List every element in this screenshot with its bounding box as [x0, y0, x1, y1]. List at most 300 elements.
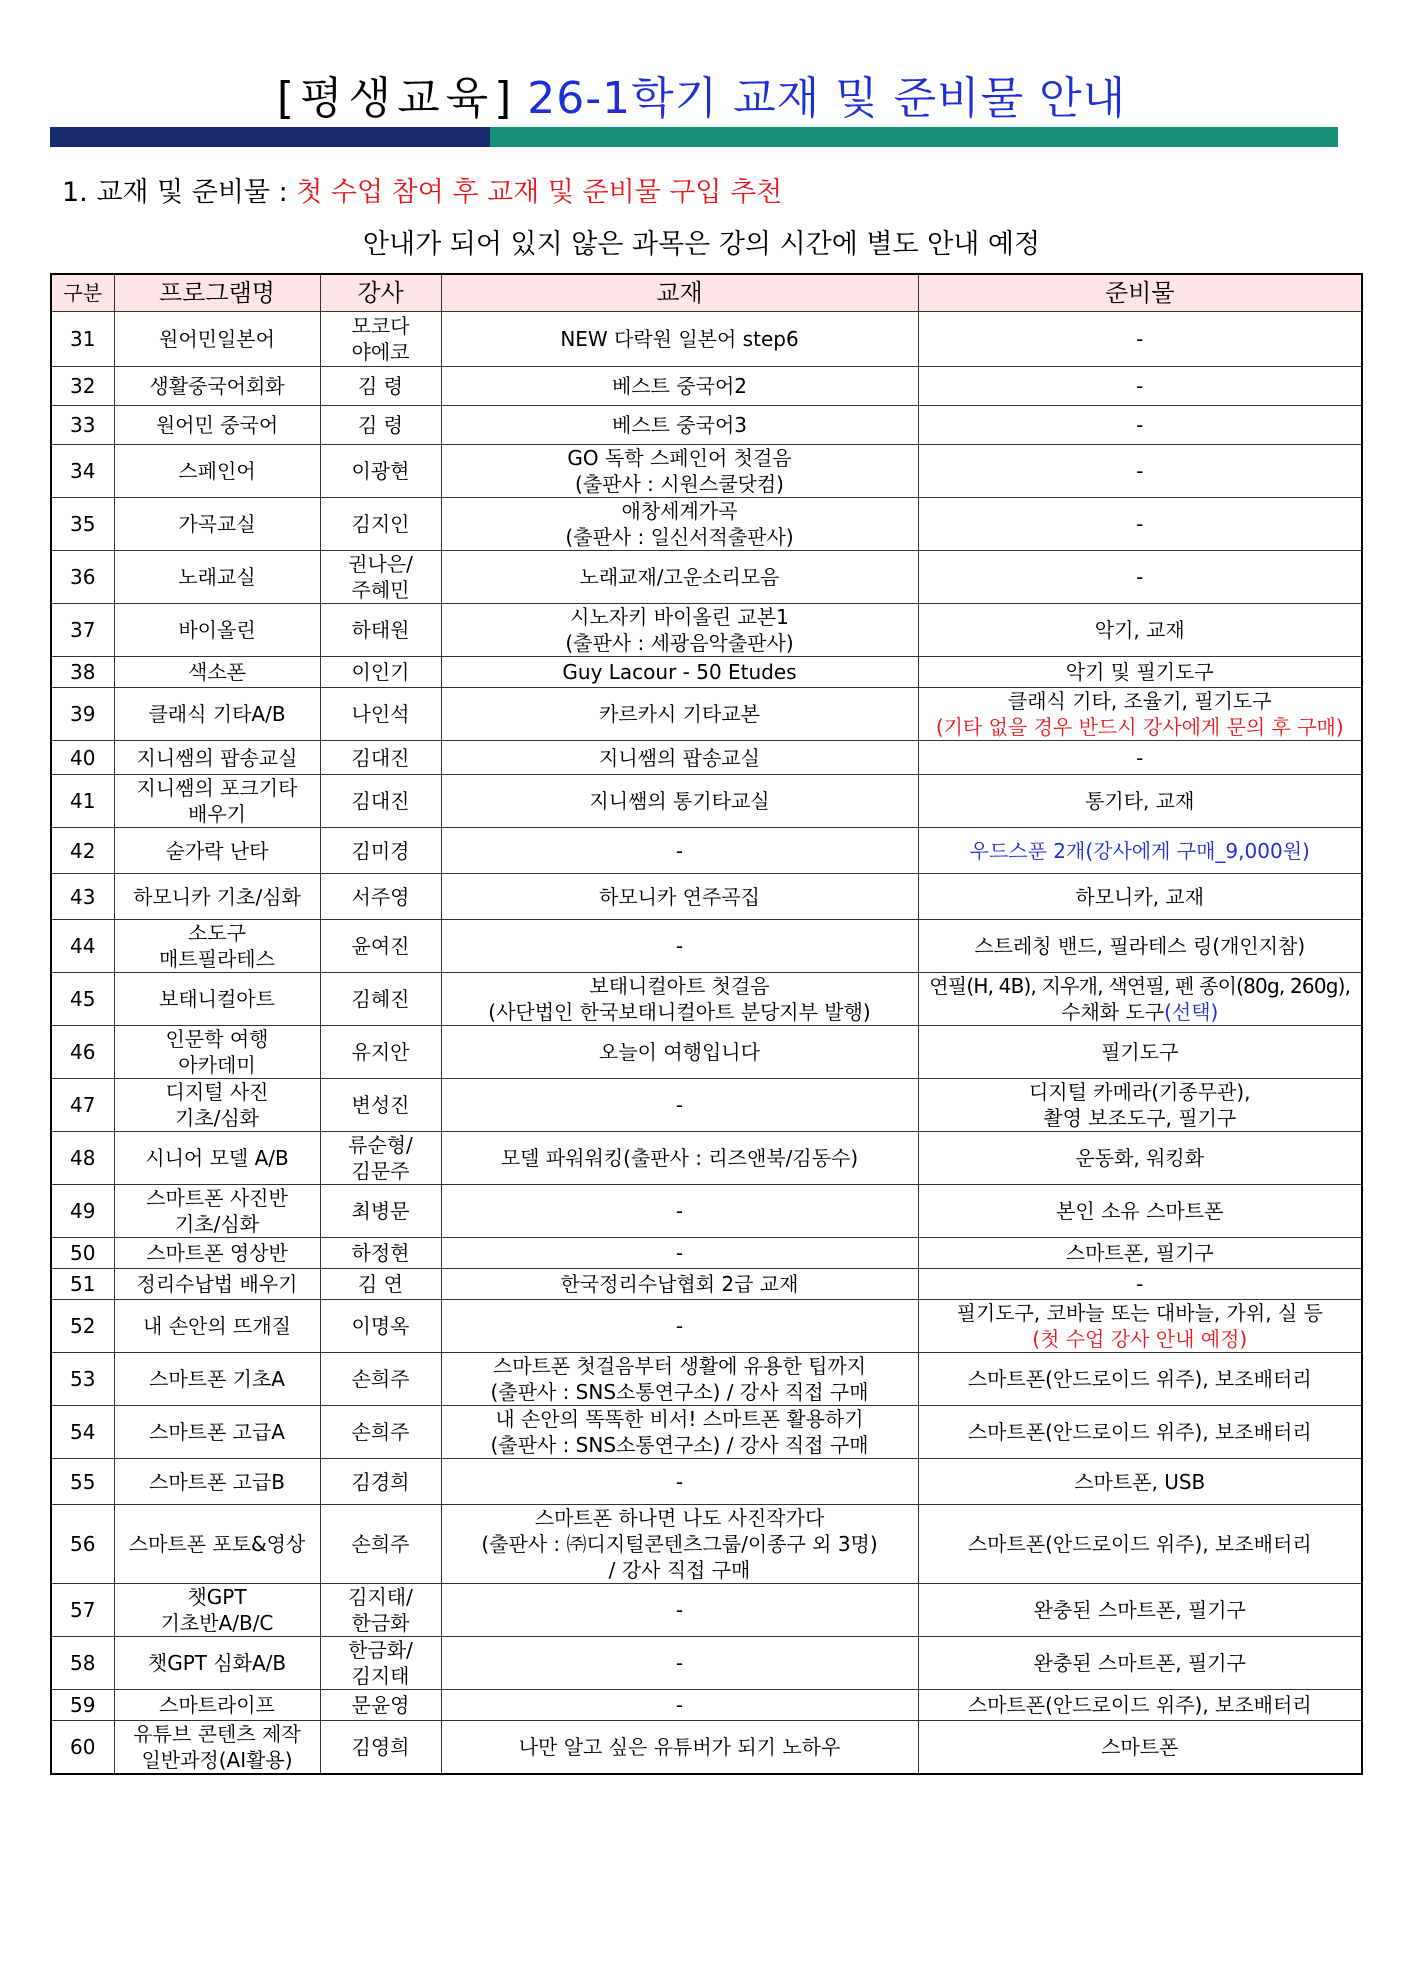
- cell-supplies: [918, 498, 1362, 551]
- book-line: Guy Lacour - 50 Etudes: [562, 660, 797, 684]
- teacher-line: 김 령: [358, 374, 403, 398]
- program-line: 지니쌤의 팝송교실: [136, 745, 298, 770]
- cell-supplies: [918, 604, 1362, 657]
- cell-teacher: [320, 1584, 441, 1637]
- cell-book: [441, 1690, 918, 1721]
- program-line: 지니쌤의 포크기타: [136, 776, 298, 800]
- cell-book: [441, 874, 918, 920]
- supplies-line: 스마트폰(안드로이드 위주), 보조배터리: [967, 1420, 1312, 1444]
- cell-teacher: [320, 1026, 441, 1079]
- cell-program: [114, 1300, 320, 1353]
- supplies-line: 필기도구, 코바늘 또는 대바늘, 가위, 실 등: [956, 1301, 1323, 1325]
- book-line: 시노자키 바이올린 교본1: [570, 605, 789, 629]
- teacher-line: 하정현: [351, 1241, 410, 1265]
- cell-book: [441, 1238, 918, 1269]
- cell-supplies: [918, 828, 1362, 874]
- cell-book: [441, 551, 918, 604]
- teacher-line: 야에코: [351, 340, 410, 364]
- cell-teacher: [320, 1721, 441, 1775]
- cell-book: [441, 973, 918, 1026]
- cell-book: [441, 1026, 918, 1079]
- cell-program: [114, 828, 320, 874]
- program-line: 챗GPT 심화A/B: [147, 1651, 287, 1675]
- teacher-line: 이명옥: [351, 1314, 410, 1338]
- book-line: GO 독학 스페인어 첫걸음: [567, 446, 792, 470]
- cell-no: 45: [51, 973, 114, 1026]
- program-line: 클래식 기타A/B: [148, 702, 286, 726]
- program-line: 스마트폰 포토&영상: [128, 1532, 306, 1556]
- cell-program: [114, 973, 320, 1026]
- cell-no: 42: [51, 828, 114, 874]
- program-line: 생활중국어회화: [149, 374, 285, 398]
- cell-program: [114, 1238, 320, 1269]
- teacher-line: 김대진: [351, 789, 410, 813]
- program-line: 디지털 사진: [165, 1080, 269, 1104]
- table-row: [51, 1238, 1362, 1269]
- cell-no: 55: [51, 1459, 114, 1505]
- cell-no: 52: [51, 1300, 114, 1353]
- table-row: [51, 406, 1362, 445]
- cell-book: [441, 775, 918, 828]
- cell-no: 48: [51, 1132, 114, 1185]
- program-line: 원어민 중국어: [155, 413, 279, 437]
- cell-supplies: [918, 1132, 1362, 1185]
- cell-book: [441, 406, 918, 445]
- cell-supplies: [918, 1185, 1362, 1238]
- program-line: 스마트폰 기초A: [149, 1367, 285, 1391]
- book-line: 애창세계가곡: [621, 499, 738, 523]
- program-line: 스마트폰 고급A: [149, 1420, 285, 1444]
- cell-teacher: [320, 874, 441, 920]
- cell-book: [441, 741, 918, 775]
- supplies-line: 완충된 스마트폰, 필기구: [1033, 1651, 1246, 1675]
- cell-teacher: [320, 1505, 441, 1584]
- program-line: 색소폰: [188, 660, 246, 684]
- supplies-highlight: (선택): [1164, 1000, 1219, 1024]
- cell-program: [114, 1132, 320, 1185]
- cell-book: [441, 445, 918, 498]
- cell-book: [441, 1505, 918, 1584]
- cell-no: 57: [51, 1584, 114, 1637]
- teacher-line: 김대진: [351, 745, 410, 770]
- program-line: 바이올린: [178, 618, 256, 642]
- cell-no: 53: [51, 1353, 114, 1406]
- cell-book: [441, 657, 918, 688]
- cell-teacher: [320, 775, 441, 828]
- cell-teacher: [320, 1269, 441, 1300]
- supplies-line: -: [1136, 327, 1144, 351]
- page-title: [0, 62, 1403, 126]
- book-line: 스마트폰 하나면 나도 사진작가다: [534, 1506, 825, 1530]
- program-line: 정리수납법 배우기: [136, 1272, 298, 1296]
- cell-program: [114, 1269, 320, 1300]
- cell-program: [114, 1353, 320, 1406]
- supplies-line: 스마트폰(안드로이드 위주), 보조배터리: [967, 1693, 1312, 1717]
- cell-book: [441, 920, 918, 973]
- supplies-line: 수채화 도구: [1061, 1000, 1165, 1024]
- book-line: 스마트폰 첫걸음부터 생활에 유용한 팁까지: [492, 1354, 867, 1378]
- intro-note: 안내가 되어 있지 않은 과목은 강의 시간에 별도 안내 예정: [362, 229, 1041, 260]
- title-underline-navy: [50, 127, 490, 147]
- table-row: [51, 1721, 1362, 1775]
- program-line: 유튜브 콘텐츠 제작: [133, 1722, 301, 1746]
- intro-label: 1. 교재 및 준비물 :: [62, 177, 297, 208]
- cell-book: [441, 1269, 918, 1300]
- cell-program: [114, 688, 320, 741]
- program-line: 매트필라테스: [159, 947, 275, 971]
- supplies-line: 연필(H, 4B), 지우개, 색연필, 펜 종이(80g, 260g),: [929, 974, 1351, 998]
- cell-no: 41: [51, 775, 114, 828]
- table-row: [51, 973, 1362, 1026]
- table-row: [51, 1584, 1362, 1637]
- program-line: 보태니컬아트: [159, 987, 275, 1011]
- book-line: 내 손안의 똑똑한 비서! 스마트폰 활용하기: [495, 1407, 864, 1431]
- cell-supplies: [918, 367, 1362, 406]
- supplies-line: 운동화, 워킹화: [1075, 1146, 1205, 1170]
- cell-no: 60: [51, 1721, 114, 1775]
- cell-program: [114, 1459, 320, 1505]
- program-line: 챗GPT: [187, 1585, 247, 1609]
- table-row: [51, 1459, 1362, 1505]
- teacher-line: 모코다: [351, 314, 410, 338]
- table-row: [51, 551, 1362, 604]
- table-row: [51, 1505, 1362, 1584]
- supplies-line: 하모니카, 교재: [1075, 884, 1205, 909]
- cell-book: [441, 828, 918, 874]
- book-line: (출판사 : 일신서적출판사): [565, 525, 794, 549]
- cell-supplies: [918, 551, 1362, 604]
- cell-supplies: [918, 1406, 1362, 1459]
- supplies-line: 스트레칭 밴드, 필라테스 링(개인지참): [974, 934, 1306, 958]
- cell-program: [114, 657, 320, 688]
- teacher-line: 최병문: [351, 1199, 410, 1223]
- cell-supplies: [918, 445, 1362, 498]
- cell-program: [114, 1406, 320, 1459]
- program-line: 기초/심화: [174, 1106, 260, 1130]
- book-line: 노래교재/고운소리모음: [579, 565, 780, 589]
- cell-supplies: [918, 1238, 1362, 1269]
- program-line: 아카데미: [178, 1053, 256, 1077]
- supplies-line: -: [1136, 512, 1144, 536]
- cell-teacher: [320, 1132, 441, 1185]
- title-underline-teal: [490, 127, 1338, 147]
- cell-no: 59: [51, 1690, 114, 1721]
- teacher-line: 김미경: [351, 838, 410, 863]
- header-program: 프로그램명: [114, 274, 320, 312]
- supplies-line: 본인 소유 스마트폰: [1056, 1199, 1224, 1223]
- book-line: (사단법인 한국보태니컬아트 분당지부 발행): [488, 1000, 871, 1024]
- program-line: 가곡교실: [178, 512, 256, 536]
- table-row: [51, 775, 1362, 828]
- book-line: -: [675, 1199, 684, 1223]
- book-line: 베스트 중국어2: [611, 374, 747, 398]
- cell-program: [114, 920, 320, 973]
- cell-teacher: [320, 1637, 441, 1690]
- supplies-highlight: 우드스푼 2개(강사에게 구매_9,000원): [969, 838, 1310, 863]
- table-header-row: [51, 274, 1362, 312]
- teacher-line: 한금화/: [348, 1638, 413, 1662]
- cell-teacher: [320, 1185, 441, 1238]
- book-line: 한국정리수납협회 2급 교재: [560, 1272, 799, 1296]
- cell-teacher: [320, 1459, 441, 1505]
- cell-teacher: [320, 920, 441, 973]
- table-row: [51, 1269, 1362, 1300]
- program-line: 노래교실: [178, 565, 256, 589]
- cell-supplies: [918, 1300, 1362, 1353]
- cell-no: 49: [51, 1185, 114, 1238]
- table-row: [51, 604, 1362, 657]
- cell-program: [114, 367, 320, 406]
- cell-no: 32: [51, 367, 114, 406]
- cell-program: [114, 1079, 320, 1132]
- book-line: -: [675, 1598, 684, 1622]
- book-line: 오늘이 여행입니다: [599, 1040, 760, 1064]
- teacher-line: 나인석: [351, 702, 410, 726]
- supplies-line: -: [1136, 459, 1144, 483]
- supplies-line: 악기, 교재: [1094, 618, 1185, 642]
- cell-teacher: [320, 1406, 441, 1459]
- cell-book: [441, 312, 918, 367]
- cell-teacher: [320, 1690, 441, 1721]
- supplies-line: 촬영 보조도구, 필기구: [1043, 1106, 1237, 1130]
- cell-book: [441, 1721, 918, 1775]
- book-line: -: [675, 1651, 684, 1675]
- supplies-line: -: [1136, 1272, 1144, 1296]
- title-main: 26-1학기 교재 및 준비물 안내: [527, 73, 1127, 124]
- table-row: [51, 1406, 1362, 1459]
- cell-program: [114, 1637, 320, 1690]
- program-line: 하모니카 기초/심화: [133, 884, 301, 909]
- program-line: 기초/심화: [174, 1212, 260, 1236]
- cell-book: [441, 1459, 918, 1505]
- cell-book: [441, 688, 918, 741]
- cell-program: [114, 1185, 320, 1238]
- cell-no: 43: [51, 874, 114, 920]
- teacher-line: 변성진: [351, 1093, 410, 1117]
- cell-supplies: [918, 1721, 1362, 1775]
- supplies-line: 필기도구: [1101, 1040, 1179, 1064]
- program-line: 스마트폰 사진반: [146, 1186, 288, 1210]
- teacher-line: 윤여진: [351, 934, 410, 958]
- teacher-line: 류순형/: [348, 1133, 413, 1157]
- cell-supplies: [918, 312, 1362, 367]
- cell-no: 46: [51, 1026, 114, 1079]
- supplies-line: 스마트폰(안드로이드 위주), 보조배터리: [967, 1532, 1312, 1556]
- cell-supplies: [918, 741, 1362, 775]
- cell-no: 33: [51, 406, 114, 445]
- table-row: [51, 874, 1362, 920]
- supplies-line: -: [1136, 413, 1144, 437]
- cell-teacher: [320, 828, 441, 874]
- cell-teacher: [320, 657, 441, 688]
- cell-no: 31: [51, 312, 114, 367]
- cell-program: [114, 604, 320, 657]
- teacher-line: 김문주: [351, 1159, 410, 1183]
- intro-highlight: 첫 수업 참여 후 교재 및 준비물 구입 추천: [296, 177, 783, 208]
- supplies-line: 스마트폰(안드로이드 위주), 보조배터리: [967, 1367, 1312, 1391]
- teacher-line: 손희주: [351, 1420, 410, 1444]
- cell-program: [114, 775, 320, 828]
- supplies-note: (기타 없을 경우 반드시 강사에게 문의 후 구매): [935, 715, 1344, 739]
- table-row: [51, 1132, 1362, 1185]
- cell-no: 36: [51, 551, 114, 604]
- book-line: 지니쌤의 통기타교실: [589, 789, 770, 813]
- table-row: [51, 1026, 1362, 1079]
- cell-no: 35: [51, 498, 114, 551]
- cell-no: 58: [51, 1637, 114, 1690]
- book-line: 카르카시 기타교본: [599, 702, 760, 726]
- program-line: 스마트폰 고급B: [149, 1469, 285, 1494]
- table-row: [51, 445, 1362, 498]
- book-line: (출판사 : SNS소통연구소) / 강사 직접 구매: [490, 1380, 869, 1404]
- supplies-line: -: [1136, 565, 1144, 589]
- cell-supplies: [918, 1637, 1362, 1690]
- title-bracket: [평생교육]: [276, 73, 518, 124]
- teacher-line: 손희주: [351, 1532, 410, 1556]
- cell-supplies: [918, 406, 1362, 445]
- table-row: [51, 1637, 1362, 1690]
- table-row: [51, 498, 1362, 551]
- teacher-line: 김지태/: [348, 1585, 413, 1609]
- cell-program: [114, 1505, 320, 1584]
- cell-supplies: [918, 1269, 1362, 1300]
- cell-no: 56: [51, 1505, 114, 1584]
- cell-program: [114, 445, 320, 498]
- cell-teacher: [320, 367, 441, 406]
- cell-no: 34: [51, 445, 114, 498]
- program-line: 일반과정(AI활용): [141, 1748, 293, 1772]
- cell-teacher: [320, 498, 441, 551]
- cell-book: [441, 1637, 918, 1690]
- table-row: [51, 657, 1362, 688]
- supplies-line: 스마트폰, 필기구: [1065, 1241, 1214, 1265]
- table-row: [51, 688, 1362, 741]
- cell-supplies: [918, 920, 1362, 973]
- cell-book: [441, 1584, 918, 1637]
- book-line: 하모니카 연주곡집: [599, 884, 760, 909]
- teacher-line: 김 연: [358, 1272, 403, 1296]
- cell-supplies: [918, 1459, 1362, 1505]
- supplies-line: 악기 및 필기도구: [1065, 660, 1214, 684]
- cell-book: [441, 1300, 918, 1353]
- table-row: [51, 1185, 1362, 1238]
- cell-program: [114, 551, 320, 604]
- intro-line: [62, 170, 782, 209]
- program-line: 내 손안의 뜨개질: [143, 1314, 291, 1338]
- program-line: 인문학 여행: [165, 1027, 269, 1051]
- cell-book: [441, 1406, 918, 1459]
- supplies-table: [50, 273, 1363, 1775]
- cell-supplies: [918, 775, 1362, 828]
- book-line: 지니쌤의 팝송교실: [599, 745, 760, 770]
- cell-no: 40: [51, 741, 114, 775]
- teacher-line: 권나은/: [348, 552, 413, 576]
- teacher-line: 손희주: [351, 1367, 410, 1391]
- cell-program: [114, 1721, 320, 1775]
- program-line: 시니어 모델 A/B: [145, 1146, 289, 1170]
- cell-supplies: [918, 1079, 1362, 1132]
- header-teacher: 강사: [320, 274, 441, 312]
- program-line: 스페인어: [178, 459, 256, 483]
- program-line: 스마트폰 영상반: [146, 1241, 288, 1265]
- supplies-line: 클래식 기타, 조율기, 필기도구: [1007, 689, 1272, 713]
- supplies-line: 스마트폰: [1101, 1735, 1179, 1759]
- header-book: 교재: [441, 274, 918, 312]
- book-line: 보태니컬아트 첫걸음: [589, 974, 770, 998]
- book-line: (출판사 : 시원스쿨닷컴): [575, 472, 784, 496]
- table-row: [51, 920, 1362, 973]
- program-line: 기초반A/B/C: [160, 1611, 274, 1635]
- table-row: [51, 828, 1362, 874]
- header-no: 구분: [51, 274, 114, 312]
- cell-no: 50: [51, 1238, 114, 1269]
- cell-supplies: [918, 1584, 1362, 1637]
- cell-no: 37: [51, 604, 114, 657]
- cell-book: [441, 367, 918, 406]
- table-row: [51, 741, 1362, 775]
- teacher-line: 김 령: [358, 413, 403, 437]
- program-line: 원어민일본어: [159, 327, 275, 351]
- supplies-line: 완충된 스마트폰, 필기구: [1033, 1598, 1246, 1622]
- table-row: [51, 1353, 1362, 1406]
- book-line: -: [675, 1469, 684, 1494]
- book-line: 나만 알고 싶은 유튜버가 되기 노하우: [518, 1735, 841, 1759]
- cell-teacher: [320, 1353, 441, 1406]
- cell-supplies: [918, 973, 1362, 1026]
- cell-no: 54: [51, 1406, 114, 1459]
- cell-book: [441, 498, 918, 551]
- supplies-line: 통기타, 교재: [1085, 789, 1195, 813]
- teacher-line: 이광현: [351, 459, 410, 483]
- book-line: -: [675, 1314, 684, 1338]
- teacher-line: 유지안: [351, 1040, 410, 1064]
- book-line: -: [675, 838, 684, 863]
- program-line: 배우기: [188, 802, 246, 826]
- teacher-line: 한금화: [351, 1611, 410, 1635]
- program-line: 스마트라이프: [159, 1693, 275, 1717]
- cell-program: [114, 1584, 320, 1637]
- cell-supplies: [918, 1690, 1362, 1721]
- teacher-line: 김경희: [351, 1469, 410, 1494]
- cell-teacher: [320, 604, 441, 657]
- teacher-line: 김영희: [351, 1735, 410, 1759]
- book-line: -: [675, 1693, 684, 1717]
- supplies-note: (첫 수업 강사 안내 예정): [1032, 1327, 1248, 1351]
- cell-teacher: [320, 312, 441, 367]
- cell-teacher: [320, 1300, 441, 1353]
- teacher-line: 주혜민: [351, 578, 410, 602]
- cell-no: 44: [51, 920, 114, 973]
- cell-supplies: [918, 874, 1362, 920]
- supplies-line: 스마트폰, USB: [1074, 1469, 1206, 1494]
- table-row: [51, 1079, 1362, 1132]
- header-supplies: 준비물: [918, 274, 1362, 312]
- cell-program: [114, 498, 320, 551]
- teacher-line: 하태원: [351, 618, 410, 642]
- cell-teacher: [320, 688, 441, 741]
- cell-supplies: [918, 1505, 1362, 1584]
- book-line: 베스트 중국어3: [611, 413, 747, 437]
- cell-program: [114, 312, 320, 367]
- book-line: 모델 파워워킹(출판사 : 리즈앤북/김동수): [500, 1146, 859, 1170]
- cell-program: [114, 1026, 320, 1079]
- cell-supplies: [918, 688, 1362, 741]
- book-line: -: [675, 934, 684, 958]
- cell-no: 38: [51, 657, 114, 688]
- cell-book: [441, 604, 918, 657]
- cell-teacher: [320, 406, 441, 445]
- teacher-line: 이인기: [351, 660, 410, 684]
